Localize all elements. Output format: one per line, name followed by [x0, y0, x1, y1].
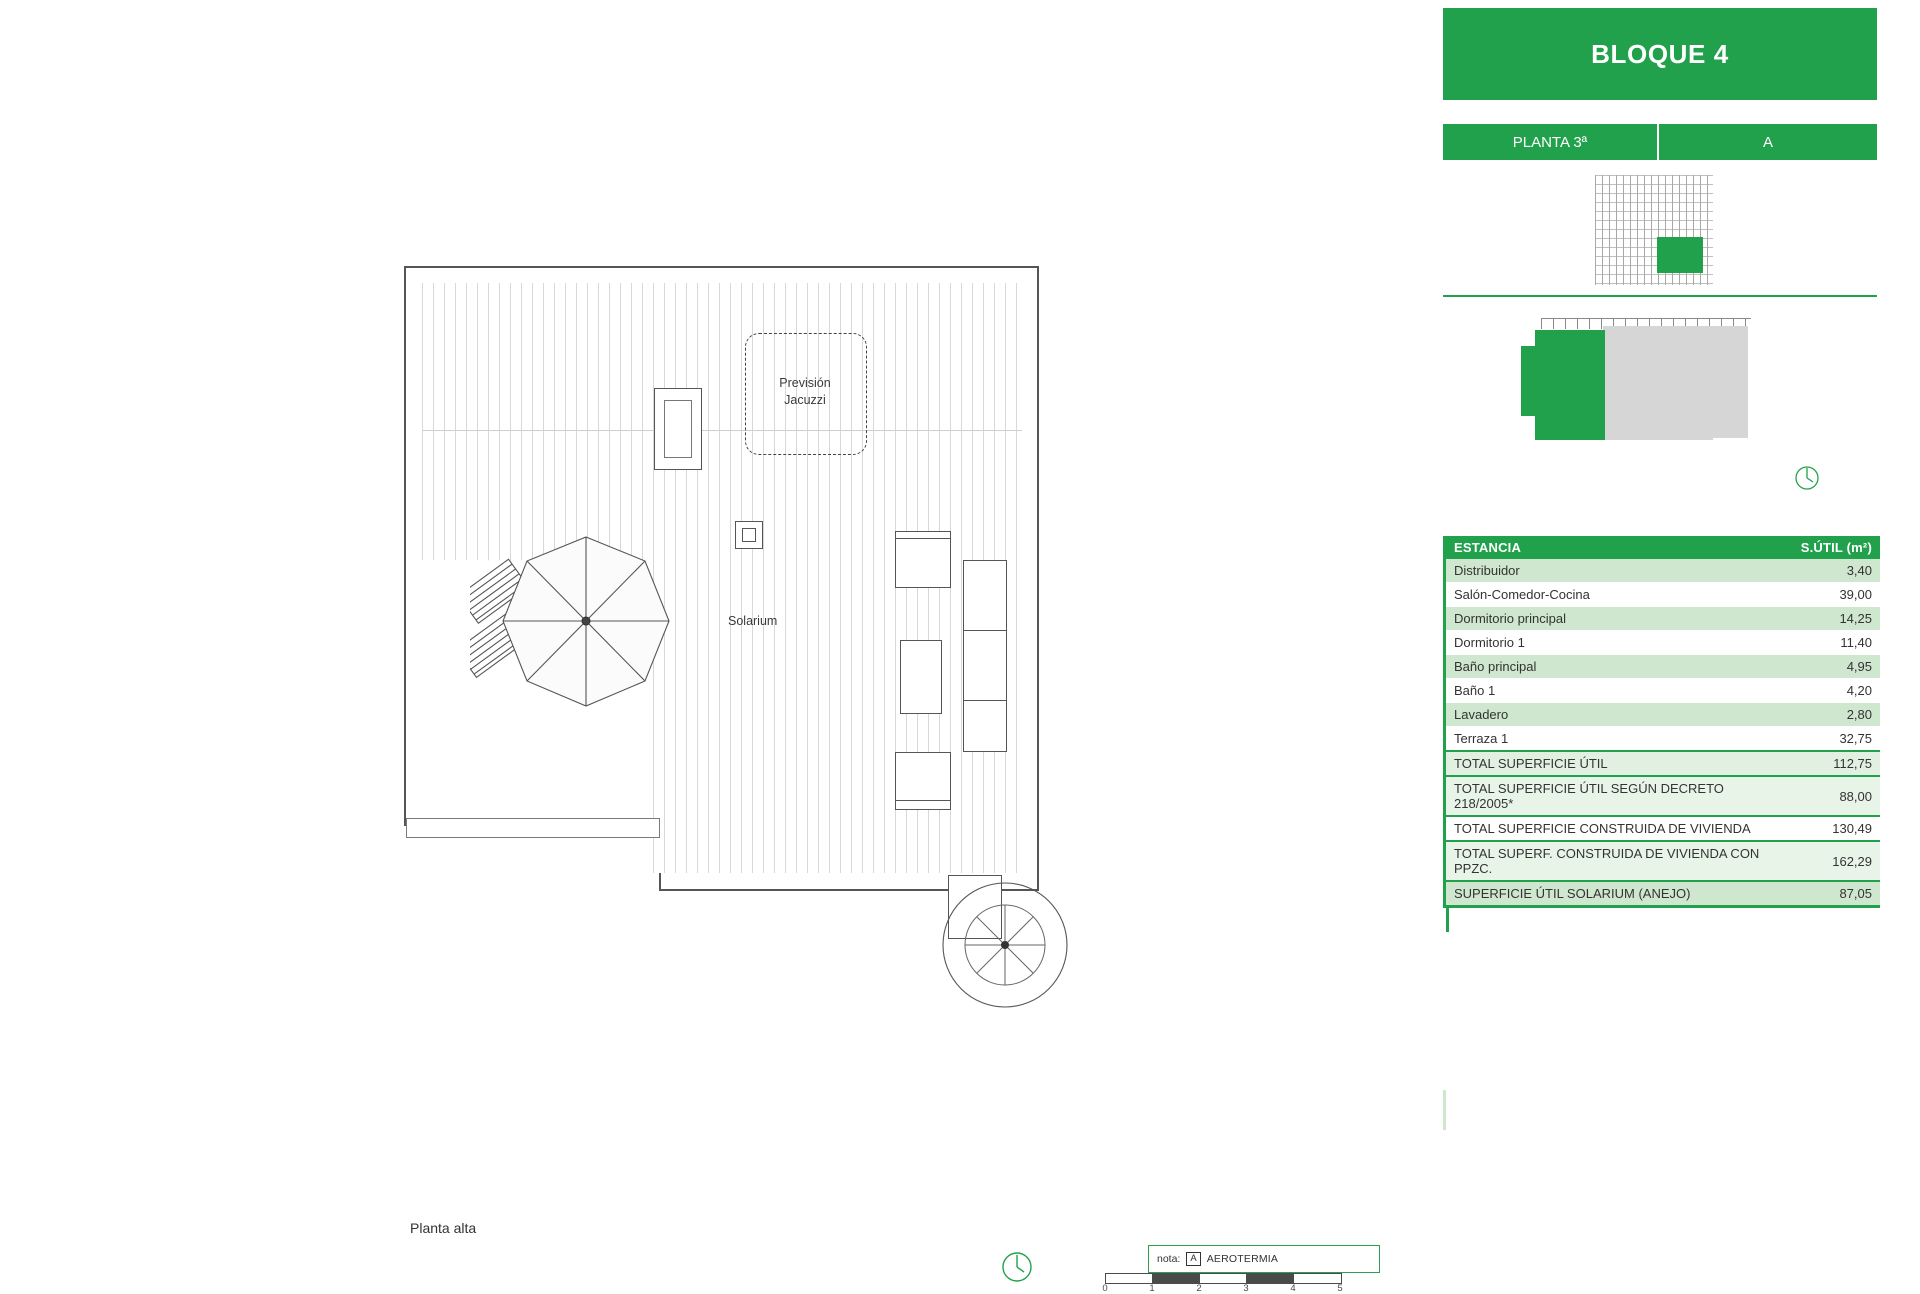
- floor-unit-row: [1443, 124, 1877, 160]
- block-title-bar: [1443, 8, 1877, 100]
- table-row: [1446, 583, 1880, 607]
- wall-top: [404, 266, 1039, 268]
- room-area: 14,25: [1772, 607, 1880, 631]
- total-value: 88,00: [1772, 776, 1880, 816]
- scale-tick-0: 0: [1102, 1283, 1108, 1294]
- note-box: [1148, 1245, 1380, 1273]
- table-row: [1446, 559, 1880, 583]
- unit-plan-icon: [1443, 298, 1877, 518]
- room-name: Baño 1: [1446, 679, 1772, 703]
- total-name: SUPERFICIE ÚTIL SOLARIUM (ANEJO): [1446, 881, 1772, 907]
- floor-cell: PLANTA 3ª: [1443, 124, 1659, 160]
- north-arrow-icon: [1000, 1250, 1034, 1284]
- sofa-module-2: [963, 630, 1007, 702]
- table-row: [1446, 679, 1880, 703]
- room-area: 39,00: [1772, 583, 1880, 607]
- total-name: TOTAL SUPERF. CONSTRUIDA DE VIVIENDA CON PPZC.: [1446, 841, 1772, 881]
- scale-tick-2: 2: [1196, 1283, 1202, 1294]
- lounger-1: [895, 538, 951, 588]
- note-badge: A: [1186, 1252, 1200, 1266]
- scale-tick-5: 5: [1337, 1283, 1343, 1294]
- lounger-2: [895, 752, 951, 802]
- keyplan-highlight: [1657, 237, 1703, 273]
- total-row: [1446, 776, 1880, 816]
- low-wall: [406, 818, 660, 838]
- total-name: TOTAL SUPERFICIE ÚTIL SEGÚN DECRETO 218/2005*: [1446, 776, 1772, 816]
- room-name: Dormitorio 1: [1446, 631, 1772, 655]
- scale-tick-4: 4: [1290, 1283, 1296, 1294]
- coffee-table: [900, 640, 942, 714]
- unit-plan-green-2: [1521, 346, 1541, 416]
- info-panel: [1443, 0, 1920, 1280]
- total-value: 162,29: [1772, 841, 1880, 881]
- jacuzzi-label-line2: Jacuzzi: [784, 393, 826, 407]
- scale-tick-3: 3: [1243, 1283, 1249, 1294]
- total-value: 130,49: [1772, 816, 1880, 841]
- north-arrow-icon: [1793, 464, 1821, 492]
- table-header-row: [1446, 536, 1880, 559]
- total-value: 87,05: [1772, 881, 1880, 907]
- areas-table-wrap: [1443, 536, 1877, 908]
- drawing-caption: Planta alta: [410, 1220, 477, 1236]
- unit-plan-grey-2: [1603, 408, 1713, 440]
- total-row: [1446, 816, 1880, 841]
- room-name: Terraza 1: [1446, 727, 1772, 752]
- scale-bar: [1102, 1273, 1343, 1294]
- table-row: [1446, 727, 1880, 752]
- room-name: Salón-Comedor-Cocina: [1446, 583, 1772, 607]
- spiral-staircase-icon: [940, 880, 1070, 1010]
- total-name: TOTAL SUPERFICIE CONSTRUIDA DE VIVIENDA: [1446, 816, 1772, 841]
- wall-left: [404, 266, 406, 826]
- deck-midline: [422, 430, 1022, 431]
- note-label: nota:: [1157, 1253, 1181, 1265]
- site-keyplan-icon: [1595, 175, 1713, 285]
- room-name: Baño principal: [1446, 655, 1772, 679]
- unit-plan-green: [1535, 330, 1605, 440]
- room-name: Dormitorio principal: [1446, 607, 1772, 631]
- table-accent-tail: [1446, 908, 1449, 932]
- wall-right: [1037, 266, 1039, 891]
- total-value: 112,75: [1772, 751, 1880, 776]
- block-title: BLOQUE 4: [1591, 38, 1729, 69]
- room-area: 32,75: [1772, 727, 1880, 752]
- room-name: Lavadero: [1446, 703, 1772, 727]
- header-estancia: ESTANCIA: [1446, 536, 1772, 559]
- room-area: 11,40: [1772, 631, 1880, 655]
- panel-divider: [1443, 1090, 1446, 1130]
- side-table-inner: [742, 528, 756, 542]
- table-row: [1446, 631, 1880, 655]
- note-text: AEROTERMIA: [1206, 1253, 1279, 1265]
- table-row: [1446, 703, 1880, 727]
- scale-tick-1: 1: [1149, 1283, 1155, 1294]
- room-area: 4,20: [1772, 679, 1880, 703]
- total-row: [1446, 751, 1880, 776]
- table-row: [1446, 607, 1880, 631]
- room-area: 2,80: [1772, 703, 1880, 727]
- parasol-icon: [470, 525, 720, 750]
- table-row: [1446, 655, 1880, 679]
- jacuzzi-label-line1: Previsión: [779, 376, 831, 390]
- lounger-2-head: [895, 800, 951, 810]
- header-sutil: S.ÚTIL (m²): [1772, 536, 1880, 559]
- total-name: TOTAL SUPERFICIE ÚTIL: [1446, 751, 1772, 776]
- areas-table: [1446, 536, 1880, 908]
- total-row: [1446, 881, 1880, 907]
- unit-cell: A: [1659, 124, 1877, 160]
- keyplan-box: [1443, 163, 1877, 297]
- jacuzzi-label: [745, 375, 865, 409]
- sofa-module-3: [963, 700, 1007, 752]
- sofa-module-1: [963, 560, 1007, 632]
- planter-inner: [664, 400, 692, 458]
- total-row: [1446, 841, 1880, 881]
- solarium-label: Solarium: [728, 614, 778, 628]
- room-name: Distribuidor: [1446, 559, 1772, 583]
- room-area: 3,40: [1772, 559, 1880, 583]
- room-area: 4,95: [1772, 655, 1880, 679]
